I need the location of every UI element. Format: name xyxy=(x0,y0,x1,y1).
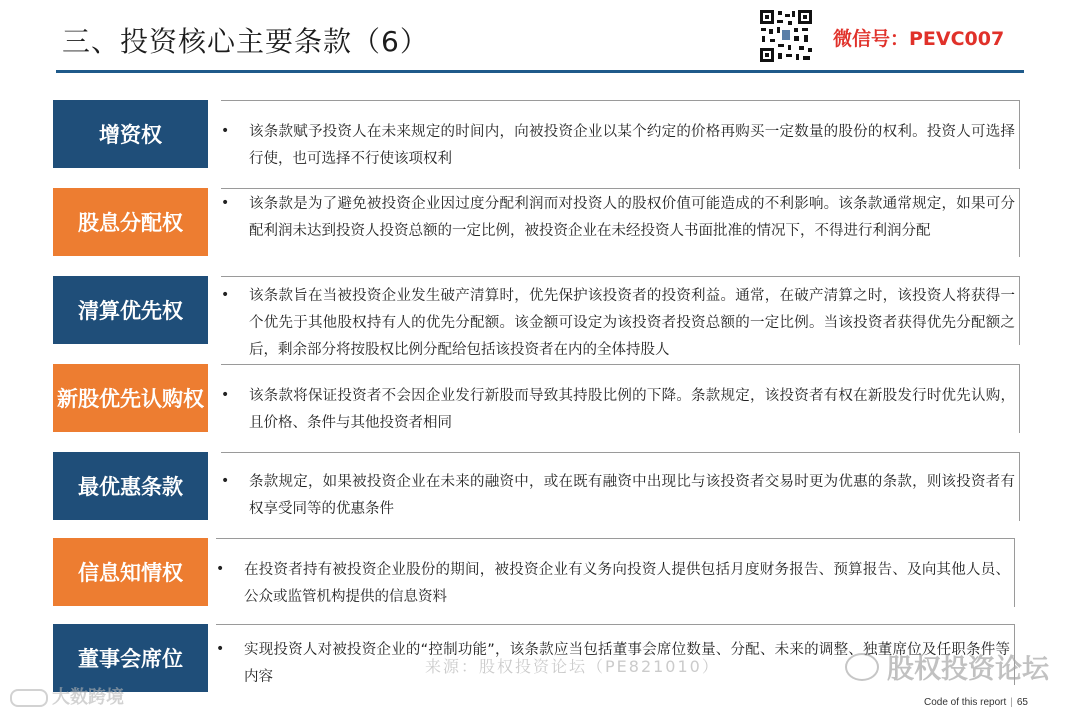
clause-text: 条款规定，如果被投资企业在未来的融资中，或在既有融资中出现比与该投资者交易时更为优惠的条款，则该投资者有权享受同等的优惠条件 xyxy=(249,474,1015,517)
clause-box xyxy=(221,188,1020,257)
report-code-label: Code of this report xyxy=(924,697,1007,708)
right-watermark-text: 股权投资论坛 xyxy=(887,654,1049,685)
left-watermark xyxy=(10,683,124,709)
footer-separator: | xyxy=(1010,697,1013,708)
page-title: 三、投资核心主要条款（6） xyxy=(62,25,429,58)
clause-text: 该条款旨在当被投资企业发生破产清算时，优先保护该投资者的投资利益。通常，在破产清算之时，该投资人将获得一个优先于其他股权持有人的优先分配额。该金额可设定为该投资者投资总额的一定比例。当该投资者获得优先分配额之后，剩余部分将按股权比例分配给包括该投资者在内的全体持股人 xyxy=(249,288,1015,358)
clause-text: 在投资者持有被投资企业股份的期间，被投资企业有义务向投资人提供包括月度财务报告、预算报告、及向其他人员、公众或监管机构提供的信息资料 xyxy=(244,562,1010,605)
source-watermark: 来源：股权投资论坛（PE821010） xyxy=(425,657,720,676)
right-watermark xyxy=(845,647,1049,686)
clause-box xyxy=(216,538,1015,607)
clause-box xyxy=(221,452,1020,521)
clause-box xyxy=(221,364,1020,433)
clause-label: 新股优先认购权 xyxy=(53,364,208,432)
page-number: 65 xyxy=(1016,697,1028,708)
bullet-icon: • xyxy=(221,473,230,489)
bullet-icon: • xyxy=(216,641,225,657)
watermark-logo-icon xyxy=(10,689,48,707)
qr-code-icon xyxy=(758,8,814,64)
bullet-icon: • xyxy=(221,195,230,211)
wechat-logo-icon xyxy=(845,653,879,681)
wechat-id: 微信号：PEVC007 xyxy=(833,28,1005,50)
page-footer xyxy=(924,697,1028,708)
clause-label: 董事会席位 xyxy=(53,624,208,692)
clause-label: 增资权 xyxy=(53,100,208,168)
clause-text: 该条款将保证投资者不会因企业发行新股而导致其持股比例的下降。条款规定，该投资者有权在新股发行时优先认购，且价格、条件与其他投资者相同 xyxy=(249,388,1015,431)
clause-text: 该条款赋予投资人在未来规定的时间内，向被投资企业以某个约定的价格再购买一定数量的股份的权利。投资人可选择行使，也可选择不行使该项权利 xyxy=(249,124,1015,167)
clause-label: 最优惠条款 xyxy=(53,452,208,520)
clause-label: 清算优先权 xyxy=(53,276,208,344)
left-watermark-text: 大数跨境 xyxy=(52,687,124,708)
clause-text: 实现投资人对被投资企业的“控制功能”，该条款应当包括董事会席位数量、分配、未来的调整、独董席位及任职条件等内容 xyxy=(244,642,1010,685)
clause-label: 股息分配权 xyxy=(53,188,208,256)
clause-label: 信息知情权 xyxy=(53,538,208,606)
bullet-icon: • xyxy=(221,123,230,139)
clause-box xyxy=(221,276,1020,358)
clause-box xyxy=(221,100,1020,169)
bullet-icon: • xyxy=(221,287,230,303)
title-divider xyxy=(56,70,1024,73)
clause-text: 该条款是为了避免被投资企业因过度分配利润而对投资人的股权价值可能造成的不利影响。该条款通常规定，如果可分配利润未达到投资人投资总额的一定比例，被投资企业在未经投资人书面批准的情况下，不得进行利润分配 xyxy=(249,196,1015,239)
bullet-icon: • xyxy=(216,561,225,577)
bullet-icon: • xyxy=(221,387,230,403)
